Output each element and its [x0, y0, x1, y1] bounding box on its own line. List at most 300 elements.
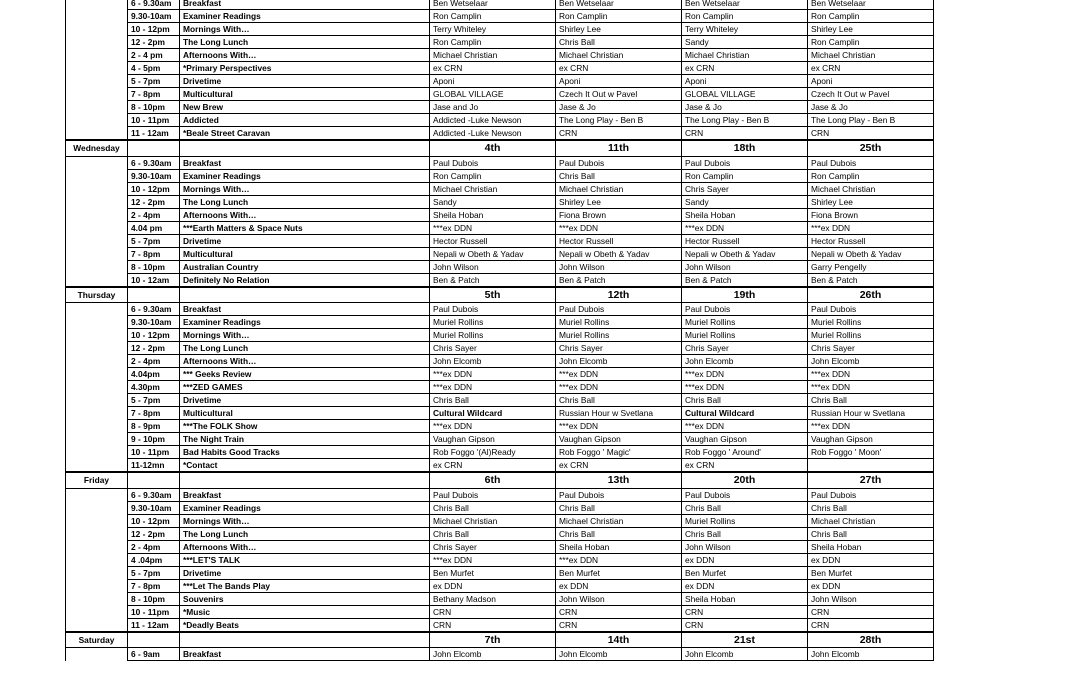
day-date: 27th: [808, 472, 934, 488]
program-name: *Primary Perspectives: [180, 62, 430, 75]
host-cell: Russian Hour w Svetlana: [556, 407, 682, 420]
program-name: *Contact: [180, 459, 430, 473]
host-cell: Michael Christian: [430, 49, 556, 62]
day-column-blank: [66, 342, 128, 355]
program-name: Afternoons With…: [180, 355, 430, 368]
program-name: *Beale Street Caravan: [180, 127, 430, 141]
time-slot: 10 - 12am: [128, 273, 180, 287]
schedule-row: [66, 355, 934, 368]
day-header-row: [66, 287, 934, 303]
time-slot: 11 - 12am: [128, 618, 180, 632]
schedule-row: [66, 221, 934, 234]
day-column-blank: [66, 407, 128, 420]
schedule-row: [66, 566, 934, 579]
schedule-row: [66, 618, 934, 632]
host-cell: Nepali w Obeth & Yadav: [430, 247, 556, 260]
host-cell: ***ex DDN: [556, 381, 682, 394]
host-cell: ex DDN: [808, 579, 934, 592]
host-cell: ***ex DDN: [808, 381, 934, 394]
program-name: Mornings With…: [180, 329, 430, 342]
day-header-row: [66, 632, 934, 648]
host-cell: Ben Wetselaar: [556, 0, 682, 10]
program-name: Multicultural: [180, 407, 430, 420]
host-cell: Paul Dubois: [430, 303, 556, 316]
host-cell: CRN: [430, 605, 556, 618]
schedule-row: [66, 182, 934, 195]
program-name: Definitely No Relation: [180, 273, 430, 287]
program-name: Drivetime: [180, 234, 430, 247]
day-column-blank: [66, 527, 128, 540]
schedule-row: [66, 36, 934, 49]
host-cell: ex DDN: [430, 579, 556, 592]
host-cell: ***ex DDN: [682, 368, 808, 381]
program-name: Afternoons With…: [180, 49, 430, 62]
program-name: ***LET'S TALK: [180, 553, 430, 566]
host-cell: Nepali w Obeth & Yadav: [556, 247, 682, 260]
host-cell: Fiona Brown: [556, 208, 682, 221]
host-cell: John Elcomb: [556, 355, 682, 368]
host-cell: Chris Ball: [556, 501, 682, 514]
host-cell: Ben & Patch: [430, 273, 556, 287]
host-cell: Sheila Hoban: [682, 592, 808, 605]
host-cell: Chris Ball: [556, 36, 682, 49]
host-cell: CRN: [556, 127, 682, 141]
host-cell: CRN: [556, 618, 682, 632]
schedule-row: [66, 381, 934, 394]
host-cell: Aponi: [808, 75, 934, 88]
host-cell: Ron Camplin: [430, 36, 556, 49]
host-cell: John Wilson: [682, 540, 808, 553]
program-name: Afternoons With…: [180, 540, 430, 553]
schedule-row: [66, 156, 934, 169]
host-cell: ex DDN: [682, 579, 808, 592]
host-cell: John Wilson: [556, 592, 682, 605]
host-cell: CRN: [682, 127, 808, 141]
schedule-row: [66, 247, 934, 260]
schedule-row: [66, 0, 934, 10]
day-column-blank: [66, 329, 128, 342]
day-column-blank: [66, 88, 128, 101]
schedule-row: [66, 329, 934, 342]
day-column-blank: [66, 618, 128, 632]
host-cell: Chris Sayer: [430, 540, 556, 553]
day-column-blank: [66, 101, 128, 114]
program-name: Afternoons With…: [180, 208, 430, 221]
time-slot: 12 - 2pm: [128, 527, 180, 540]
host-cell: Terry Whiteley: [682, 23, 808, 36]
time-slot: 8 - 9pm: [128, 420, 180, 433]
host-cell: Paul Dubois: [808, 303, 934, 316]
host-cell: CRN: [556, 605, 682, 618]
program-name: *Music: [180, 605, 430, 618]
schedule-row: [66, 49, 934, 62]
host-cell: ex CRN: [682, 459, 808, 473]
host-cell: Chris Ball: [808, 394, 934, 407]
host-cell: John Wilson: [430, 260, 556, 273]
host-cell: Aponi: [430, 75, 556, 88]
day-column-blank: [66, 195, 128, 208]
host-cell: Rob Foggo '(Al)Ready: [430, 446, 556, 459]
host-cell: CRN: [682, 605, 808, 618]
program-name: Drivetime: [180, 394, 430, 407]
host-cell: Paul Dubois: [808, 156, 934, 169]
host-cell: ***ex DDN: [682, 420, 808, 433]
program-name: Examiner Readings: [180, 316, 430, 329]
time-slot: 7 - 8pm: [128, 407, 180, 420]
day-column-blank: [66, 514, 128, 527]
day-column-blank: [66, 592, 128, 605]
program-name: Breakfast: [180, 303, 430, 316]
day-column-blank: [66, 75, 128, 88]
schedule-row: [66, 127, 934, 141]
host-cell: Chris Ball: [556, 169, 682, 182]
day-column-blank: [66, 247, 128, 260]
schedule-row: [66, 234, 934, 247]
host-cell: Bethany Madson: [430, 592, 556, 605]
day-column-blank: [66, 0, 128, 10]
time-slot: 8 - 10pm: [128, 260, 180, 273]
host-cell: Muriel Rollins: [556, 329, 682, 342]
schedule-row: [66, 10, 934, 23]
time-slot: 9 - 10pm: [128, 433, 180, 446]
host-cell: Paul Dubois: [682, 156, 808, 169]
host-cell: Vaughan Gipson: [808, 433, 934, 446]
schedule-row: [66, 459, 934, 473]
time-slot: 4.04pm: [128, 368, 180, 381]
host-cell: Sheila Hoban: [682, 208, 808, 221]
host-cell: Nepali w Obeth & Yadav: [808, 247, 934, 260]
day-header-row: [66, 472, 934, 488]
schedule-sheet: [65, 0, 934, 661]
host-cell: ex CRN: [556, 459, 682, 473]
host-cell: ***ex DDN: [430, 221, 556, 234]
host-cell: ***ex DDN: [808, 368, 934, 381]
day-date: 14th: [556, 632, 682, 648]
host-cell: Muriel Rollins: [430, 316, 556, 329]
schedule-row: [66, 208, 934, 221]
day-column-blank: [66, 368, 128, 381]
host-cell: Michael Christian: [556, 514, 682, 527]
host-cell: Paul Dubois: [430, 156, 556, 169]
program-name: The Long Lunch: [180, 342, 430, 355]
host-cell: Michael Christian: [556, 182, 682, 195]
host-cell: John Elcomb: [430, 355, 556, 368]
day-date: 28th: [808, 632, 934, 648]
host-cell: Ben Murfet: [682, 566, 808, 579]
day-column-blank: [66, 501, 128, 514]
host-cell: Sandy: [682, 36, 808, 49]
day-column-blank: [66, 566, 128, 579]
host-cell: The Long Play - Ben B: [556, 114, 682, 127]
host-cell: GLOBAL VILLAGE: [430, 88, 556, 101]
host-cell: Jase & Jo: [556, 101, 682, 114]
host-cell: Chris Sayer: [808, 342, 934, 355]
day-date: 18th: [682, 140, 808, 156]
schedule-row: [66, 605, 934, 618]
host-cell: Paul Dubois: [430, 488, 556, 501]
host-cell: ***ex DDN: [556, 553, 682, 566]
day-header-blank: [128, 287, 180, 303]
day-date: 21st: [682, 632, 808, 648]
host-cell: ex CRN: [682, 62, 808, 75]
host-cell: [808, 459, 934, 473]
host-cell: Chris Sayer: [682, 342, 808, 355]
host-cell: Czech It Out w Pavel: [808, 88, 934, 101]
host-cell: Rob Foggo ' Magic': [556, 446, 682, 459]
time-slot: 2 - 4pm: [128, 355, 180, 368]
day-column-blank: [66, 10, 128, 23]
host-cell: Addicted -Luke Newson: [430, 127, 556, 141]
host-cell: Michael Christian: [808, 514, 934, 527]
schedule-row: [66, 169, 934, 182]
time-slot: 12 - 2pm: [128, 342, 180, 355]
time-slot: 10 - 12pm: [128, 182, 180, 195]
day-column-blank: [66, 169, 128, 182]
program-name: Examiner Readings: [180, 169, 430, 182]
time-slot: 5 - 7pm: [128, 566, 180, 579]
host-cell: Ben Wetselaar: [682, 0, 808, 10]
host-cell: Cultural Wildcard: [430, 407, 556, 420]
host-cell: Muriel Rollins: [808, 329, 934, 342]
host-cell: Muriel Rollins: [430, 329, 556, 342]
host-cell: Chris Sayer: [682, 182, 808, 195]
day-column-blank: [66, 553, 128, 566]
host-cell: Chris Ball: [808, 527, 934, 540]
day-column-blank: [66, 355, 128, 368]
host-cell: Sandy: [430, 195, 556, 208]
day-date: 5th: [430, 287, 556, 303]
host-cell: Aponi: [556, 75, 682, 88]
schedule-row: [66, 420, 934, 433]
host-cell: Jase & Jo: [808, 101, 934, 114]
program-name: Examiner Readings: [180, 501, 430, 514]
program-name: Addicted: [180, 114, 430, 127]
program-name: ***Let The Bands Play: [180, 579, 430, 592]
day-column-blank: [66, 156, 128, 169]
host-cell: ***ex DDN: [808, 221, 934, 234]
host-cell: Chris Ball: [556, 394, 682, 407]
host-cell: Hector Russell: [808, 234, 934, 247]
host-cell: GLOBAL VILLAGE: [682, 88, 808, 101]
host-cell: Ron Camplin: [808, 36, 934, 49]
day-column-blank: [66, 23, 128, 36]
schedule-row: [66, 23, 934, 36]
host-cell: Michael Christian: [430, 182, 556, 195]
day-column-blank: [66, 114, 128, 127]
schedule-row: [66, 368, 934, 381]
host-cell: Paul Dubois: [556, 156, 682, 169]
host-cell: ***ex DDN: [556, 420, 682, 433]
day-header-blank: [128, 140, 180, 156]
host-cell: Sheila Hoban: [556, 540, 682, 553]
host-cell: Sheila Hoban: [808, 540, 934, 553]
host-cell: Ron Camplin: [808, 10, 934, 23]
host-cell: Addicted -Luke Newson: [430, 114, 556, 127]
day-date: 7th: [430, 632, 556, 648]
day-header-blank: [180, 140, 430, 156]
schedule-row: [66, 101, 934, 114]
host-cell: Muriel Rollins: [556, 316, 682, 329]
schedule-row: [66, 488, 934, 501]
time-slot: 2 - 4pm: [128, 208, 180, 221]
day-column-blank: [66, 420, 128, 433]
host-cell: Ben & Patch: [556, 273, 682, 287]
host-cell: ex DDN: [556, 579, 682, 592]
program-name: The Long Lunch: [180, 36, 430, 49]
host-cell: Nepali w Obeth & Yadav: [682, 247, 808, 260]
schedule-row: [66, 260, 934, 273]
time-slot: 10 - 11pm: [128, 605, 180, 618]
host-cell: Ben & Patch: [808, 273, 934, 287]
host-cell: ex CRN: [430, 459, 556, 473]
host-cell: Muriel Rollins: [682, 316, 808, 329]
schedule-row: [66, 273, 934, 287]
time-slot: 4 .04pm: [128, 553, 180, 566]
host-cell: Vaughan Gipson: [556, 433, 682, 446]
day-column-blank: [66, 208, 128, 221]
time-slot: 6 - 9am: [128, 648, 180, 661]
host-cell: Muriel Rollins: [682, 514, 808, 527]
time-slot: 4.04 pm: [128, 221, 180, 234]
time-slot: 7 - 8pm: [128, 88, 180, 101]
host-cell: CRN: [808, 605, 934, 618]
host-cell: Rob Foggo ' Moon': [808, 446, 934, 459]
schedule-row: [66, 446, 934, 459]
day-column-blank: [66, 36, 128, 49]
day-date: 25th: [808, 140, 934, 156]
host-cell: Ron Camplin: [430, 169, 556, 182]
schedule-row: [66, 62, 934, 75]
host-cell: Chris Ball: [556, 527, 682, 540]
time-slot: 9.30-10am: [128, 501, 180, 514]
day-column-blank: [66, 62, 128, 75]
schedule-row: [66, 540, 934, 553]
time-slot: 5 - 7pm: [128, 234, 180, 247]
host-cell: The Long Play - Ben B: [808, 114, 934, 127]
host-cell: The Long Play - Ben B: [682, 114, 808, 127]
host-cell: Michael Christian: [808, 49, 934, 62]
host-cell: Ben Wetselaar: [808, 0, 934, 10]
program-name: The Long Lunch: [180, 195, 430, 208]
day-date: 26th: [808, 287, 934, 303]
host-cell: ***ex DDN: [808, 420, 934, 433]
schedule-row: [66, 195, 934, 208]
host-cell: Chris Ball: [430, 501, 556, 514]
time-slot: 12 - 2pm: [128, 195, 180, 208]
day-date: 20th: [682, 472, 808, 488]
host-cell: ***ex DDN: [430, 381, 556, 394]
day-date: 13th: [556, 472, 682, 488]
program-name: Examiner Readings: [180, 10, 430, 23]
host-cell: Russian Hour w Svetlana: [808, 407, 934, 420]
host-cell: Hector Russell: [682, 234, 808, 247]
host-cell: Michael Christian: [808, 182, 934, 195]
host-cell: Ben Wetselaar: [430, 0, 556, 10]
day-column-blank: [66, 260, 128, 273]
host-cell: John Elcomb: [808, 648, 934, 661]
host-cell: Cultural Wildcard: [682, 407, 808, 420]
program-name: Breakfast: [180, 0, 430, 10]
host-cell: Chris Ball: [430, 527, 556, 540]
host-cell: Ron Camplin: [682, 10, 808, 23]
host-cell: Chris Ball: [682, 527, 808, 540]
day-column-blank: [66, 433, 128, 446]
day-column-blank: [66, 316, 128, 329]
day-header-blank: [128, 632, 180, 648]
day-column-blank: [66, 273, 128, 287]
day-name: Thursday: [66, 287, 128, 303]
host-cell: ***ex DDN: [556, 368, 682, 381]
host-cell: CRN: [682, 618, 808, 632]
host-cell: Terry Whiteley: [430, 23, 556, 36]
host-cell: CRN: [808, 618, 934, 632]
schedule-row: [66, 579, 934, 592]
schedule-row: [66, 514, 934, 527]
day-column-blank: [66, 381, 128, 394]
time-slot: 6 - 9.30am: [128, 303, 180, 316]
time-slot: 2 - 4pm: [128, 540, 180, 553]
host-cell: ex DDN: [808, 553, 934, 566]
host-cell: John Elcomb: [556, 648, 682, 661]
day-column-blank: [66, 579, 128, 592]
host-cell: Rob Foggo ' Around': [682, 446, 808, 459]
program-name: Breakfast: [180, 156, 430, 169]
host-cell: Jase & Jo: [682, 101, 808, 114]
host-cell: ***ex DDN: [682, 381, 808, 394]
day-column-blank: [66, 221, 128, 234]
program-name: The Night Train: [180, 433, 430, 446]
host-cell: Ron Camplin: [682, 169, 808, 182]
time-slot: 6 - 9.30am: [128, 156, 180, 169]
host-cell: Paul Dubois: [556, 488, 682, 501]
program-name: Multicultural: [180, 247, 430, 260]
host-cell: John Elcomb: [430, 648, 556, 661]
day-column-blank: [66, 303, 128, 316]
program-name: Mornings With…: [180, 514, 430, 527]
host-cell: ***ex DDN: [430, 368, 556, 381]
program-name: *Deadly Beats: [180, 618, 430, 632]
time-slot: 10 - 12pm: [128, 514, 180, 527]
host-cell: Vaughan Gipson: [682, 433, 808, 446]
program-name: ***ZED GAMES: [180, 381, 430, 394]
schedule-row: [66, 553, 934, 566]
host-cell: Ben Murfet: [556, 566, 682, 579]
time-slot: 10 - 11pm: [128, 114, 180, 127]
day-column-blank: [66, 182, 128, 195]
time-slot: 9.30-10am: [128, 316, 180, 329]
host-cell: ***ex DDN: [430, 420, 556, 433]
day-column-blank: [66, 394, 128, 407]
program-name: Multicultural: [180, 88, 430, 101]
host-cell: John Wilson: [556, 260, 682, 273]
host-cell: ex CRN: [808, 62, 934, 75]
time-slot: 5 - 7pm: [128, 75, 180, 88]
host-cell: Michael Christian: [430, 514, 556, 527]
host-cell: ***ex DDN: [682, 221, 808, 234]
host-cell: Ron Camplin: [808, 169, 934, 182]
program-name: Drivetime: [180, 75, 430, 88]
host-cell: Chris Ball: [682, 394, 808, 407]
time-slot: 11-12mn: [128, 459, 180, 473]
host-cell: Ben & Patch: [682, 273, 808, 287]
time-slot: 9.30-10am: [128, 10, 180, 23]
day-column-blank: [66, 127, 128, 141]
host-cell: Chris Sayer: [430, 342, 556, 355]
time-slot: 11 - 12am: [128, 127, 180, 141]
program-name: New Brew: [180, 101, 430, 114]
schedule-row: [66, 114, 934, 127]
time-slot: 10 - 12pm: [128, 23, 180, 36]
